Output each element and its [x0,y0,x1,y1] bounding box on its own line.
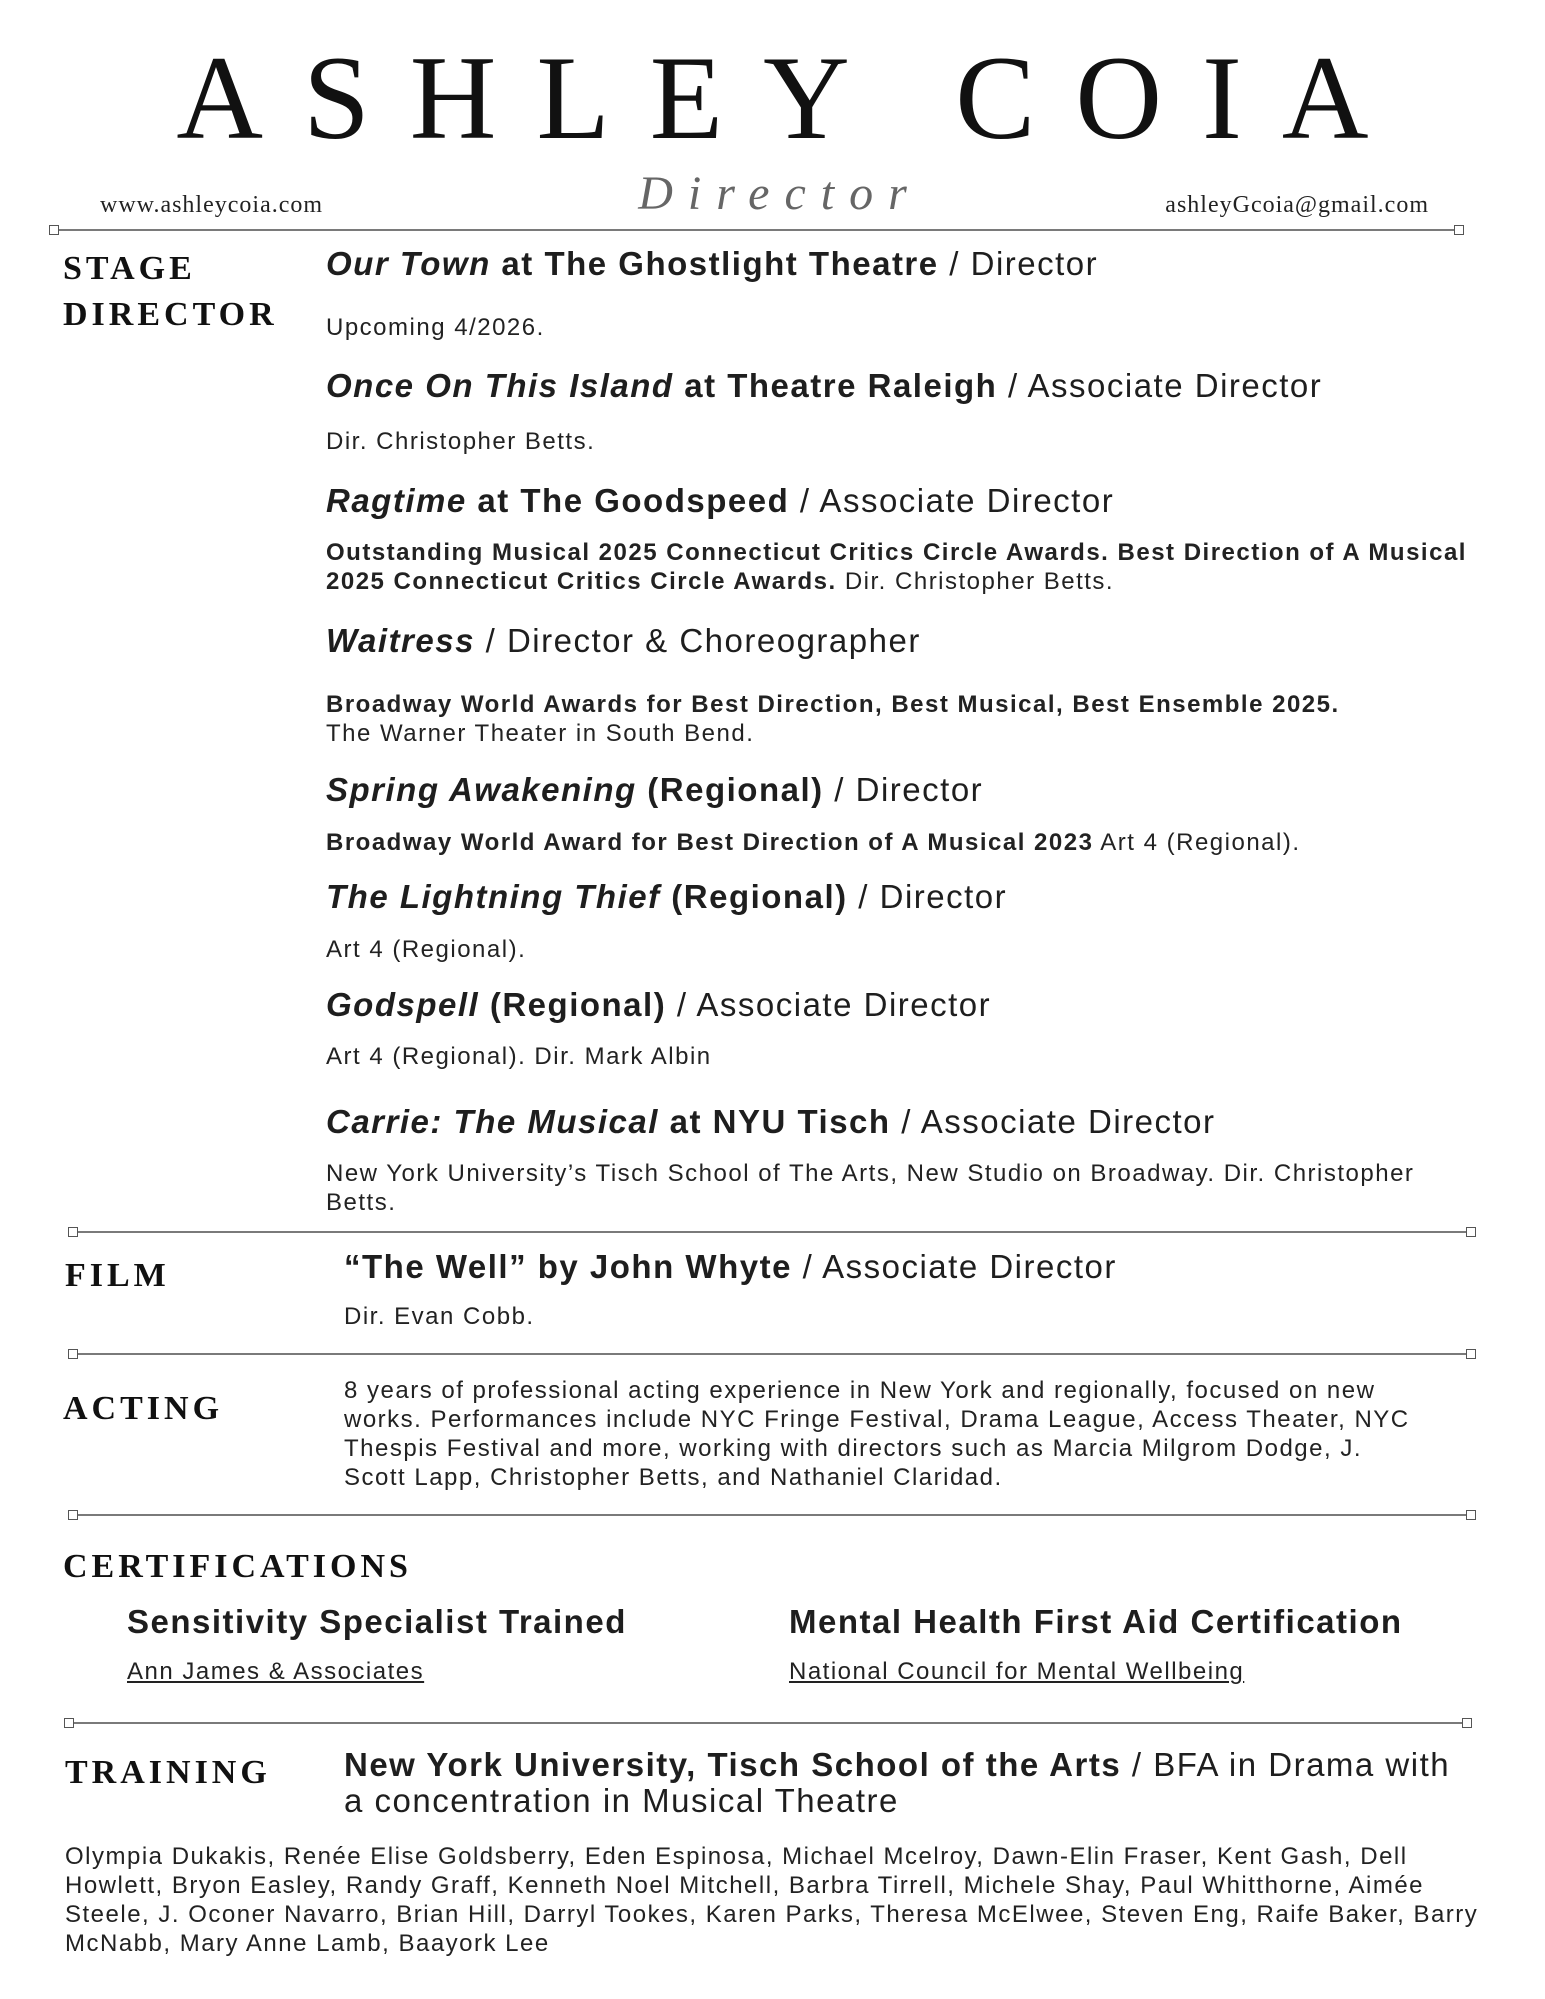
training-title [344,1747,1474,1819]
venue: (Regional) [479,986,667,1023]
show-name: Once On This Island [326,367,674,404]
stage-entry-title [326,1102,1216,1142]
section-heading-training: TRAINING [65,1754,271,1791]
role: / Director [938,245,1099,282]
section-heading-acting: ACTING [63,1390,224,1427]
cert-org-link[interactable]: National Council for Mental Wellbeing [789,1658,1245,1685]
cert-name [127,1602,627,1642]
stage-entry-desc: Art 4 (Regional). Dir. Mark Albin [326,1043,712,1070]
award-text: Broadway World Awards for Best Direction, Best Musical, Best Ensemble 2025. [326,691,1340,718]
section-heading-stage-director [63,246,278,338]
divider [74,1353,1472,1355]
divider [74,1514,1472,1516]
heading-line: DIRECTOR [63,296,278,333]
job-title: Director [638,167,922,220]
show-name: Godspell [326,986,480,1023]
cert-name-text: Mental Health First Aid Certification [789,1603,1403,1640]
stage-entry-title [326,621,921,661]
divider-handle [68,1227,78,1237]
acting-desc: 8 years of professional acting experience in New York and regionally, focused on new works. Performances include NYC Fringe Festival, Drama League, Access Theater, NYC Thespis Festival and more, working with directors such as Marcia Milgrom Dodge, J. Scott Lapp, Christopher Betts, and Nathaniel Claridad. [344,1377,1410,1491]
stage-entry-desc [326,690,1526,748]
degree: / BFA in Drama with a concentration in Musical Theatre [344,1746,1451,1819]
film-entry-title [344,1247,1117,1287]
show-name: Ragtime [326,482,467,519]
stage-entry-desc: Art 4 (Regional). [326,936,527,963]
desc-text: Dir. Christopher Betts. [836,568,1115,595]
divider [55,229,1460,231]
role: / Associate Director [997,367,1323,404]
divider-handle [49,225,59,235]
training-teachers: Olympia Dukakis, Renée Elise Goldsberry, Eden Espinosa, Michael Mcelroy, Dawn-Elin Fraser, Kent Gash, Dell Howlett, Bryon Easley, Randy Graff, Kenneth Noel Mitchell, Barbra Tirrell, Michele Shay, Paul Whitthorne, Aimée Steele, J. Oconer Navarro, Brian Hill, Darryl Tookes, Karen Parks, Theresa McElwee, Steven Eng, Raife Baker, Barry McNabb, Mary Anne Lamb, Baayork Lee [65,1843,1479,1957]
cert-name-text: Sensitivity Specialist Trained [127,1603,627,1640]
show-name: Spring Awakening [326,771,637,808]
show-name: The Lightning Thief [326,878,661,915]
venue: at NYU Tisch [658,1103,891,1140]
venue: at The Goodspeed [466,482,790,519]
stage-entry-title [326,244,1098,284]
divider-handle [64,1718,74,1728]
heading-line: STAGE [63,250,196,287]
email-link[interactable]: ashleyGcoia@gmail.com [1165,192,1429,218]
venue: at The Ghostlight Theatre [490,245,939,282]
desc-text: The Warner Theater in South Bend. [326,720,755,747]
school-name: New York University, Tisch School of the Arts [344,1746,1122,1783]
venue: (Regional) [636,771,824,808]
divider-handle [1466,1510,1476,1520]
divider [70,1722,1468,1724]
film-entry-desc: Dir. Evan Cobb. [344,1303,535,1330]
divider-handle [68,1510,78,1520]
film-name: “The Well” by John Whyte [344,1248,792,1285]
award-text: Broadway World Award for Best Direction of A Musical 2023 [326,829,1094,856]
role: / Director [847,878,1008,915]
show-name: Our Town [326,245,491,282]
award-text: Outstanding Musical 2025 Connecticut Critics Circle Awards. Best Direction of A Musical 2025 Connecticut Critics Circle Awards. [326,539,1467,595]
stage-entry-title [326,481,1114,521]
stage-entry-title [326,366,1322,406]
stage-entry-title [326,877,1007,917]
stage-entry-title [326,770,983,810]
section-heading-film: FILM [65,1257,170,1294]
venue: at Theatre Raleigh [673,367,998,404]
divider-handle [1466,1349,1476,1359]
divider-handle [1466,1227,1476,1237]
role: / Associate Director [890,1103,1216,1140]
desc-text: Art 4 (Regional). [1093,829,1301,856]
venue: (Regional) [660,878,848,915]
stage-entry-desc: Upcoming 4/2026. [326,314,545,341]
divider [74,1231,1472,1233]
section-heading-certifications: CERTIFICATIONS [63,1548,412,1585]
stage-entry-desc [326,828,1526,857]
stage-entry-desc [326,538,1526,596]
cert-name [789,1602,1403,1642]
role: / Associate Director [789,482,1115,519]
role: / Director & Choreographer [474,622,921,659]
divider-handle [68,1349,78,1359]
stage-entry-title [326,985,991,1025]
page-title: ASHLEY COIA [176,31,1409,164]
show-name: Waitress [326,622,475,659]
website-link[interactable]: www.ashleycoia.com [100,192,324,218]
divider-handle [1454,225,1464,235]
divider-handle [1462,1718,1472,1728]
role: / Associate Director [791,1248,1117,1285]
stage-entry-desc: Dir. Christopher Betts. [326,428,596,455]
role: / Director [823,771,984,808]
show-name: Carrie: The Musical [326,1103,659,1140]
role: / Associate Director [666,986,992,1023]
cert-org-link[interactable]: Ann James & Associates [127,1658,425,1685]
stage-entry-desc: New York University’s Tisch School of The Arts, New Studio on Broadway. Dir. Christopher Betts. [326,1160,1415,1216]
